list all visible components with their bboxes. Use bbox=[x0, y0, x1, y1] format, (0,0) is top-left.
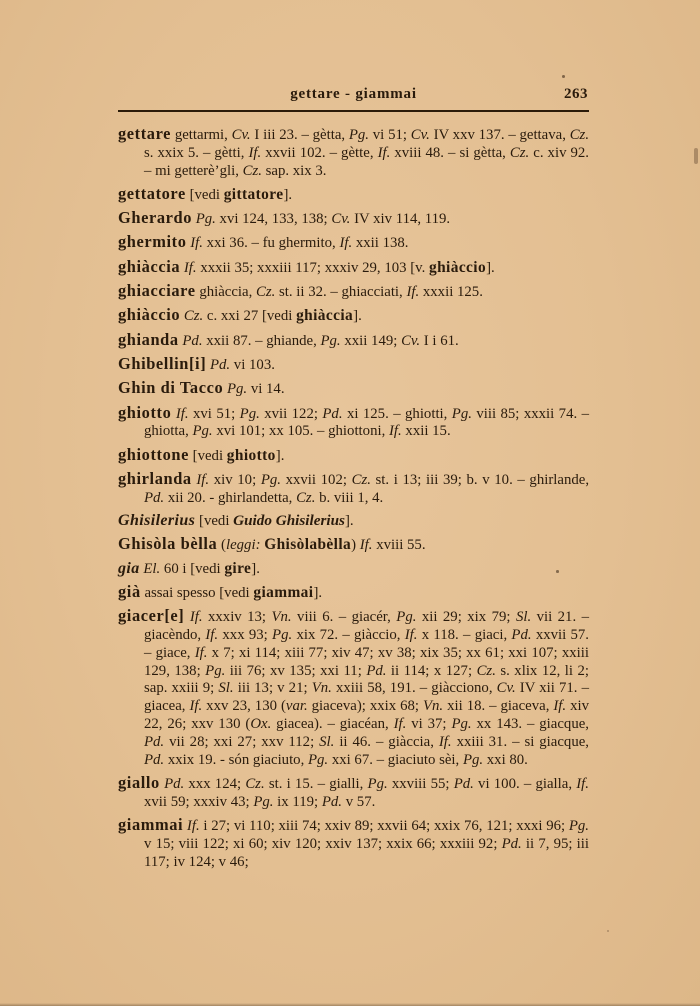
headword: Gherardo bbox=[118, 208, 192, 228]
entry-text: xxxiv 13; bbox=[202, 609, 272, 626]
entry-text: gire bbox=[224, 559, 252, 577]
entry-text: Ghisòlabèlla bbox=[264, 536, 352, 554]
entry-text: xxi 67. – giaciuto sèi, bbox=[328, 751, 463, 768]
headword: gettare bbox=[118, 124, 172, 143]
headword: giammai bbox=[118, 815, 184, 834]
entry-ghiotto bbox=[118, 404, 589, 442]
headword: Ghibellin[i] bbox=[118, 353, 207, 373]
entry-text: st. i 15. – gialli, bbox=[264, 775, 368, 792]
entry-text: giammai bbox=[253, 583, 314, 601]
headword: ghianda bbox=[118, 329, 179, 349]
entry-text: xvii 59; xxxiv 43; bbox=[144, 793, 254, 810]
entry-text: xi 125. – ghiotti, bbox=[342, 405, 452, 422]
entry-text: I iii 23. – gètta, bbox=[250, 127, 349, 143]
entry-text: IV xiv 114, 119. bbox=[350, 211, 451, 228]
entry-text: s. xlix 12, li 2; sap. xxiii 9; bbox=[144, 662, 590, 697]
entry-text: ii 114; x 127; bbox=[386, 662, 477, 679]
entry-text: xxii 87. – ghiande, bbox=[202, 332, 321, 349]
entry-text: st. ii 32. – ghiacciati, bbox=[275, 284, 407, 301]
entry-text: xii 18. – giaceva, bbox=[443, 698, 554, 715]
entry-text: vii 21. – giacèndo, bbox=[144, 609, 589, 644]
entry-gettare bbox=[118, 125, 589, 180]
entry-text: vi 14. bbox=[247, 381, 285, 398]
entry-text: xxiii 58, 191. – giàcciono, bbox=[331, 680, 497, 697]
entry-text: xvi 51; bbox=[188, 405, 240, 422]
entry-text: xxvii 57. – giace, bbox=[144, 627, 590, 661]
entry-text: Pg. bbox=[239, 405, 260, 422]
entry-text: Pd. bbox=[164, 775, 185, 792]
header-rule bbox=[118, 110, 589, 112]
headword: Ghin di Tacco bbox=[118, 378, 224, 398]
entry-text: If. bbox=[190, 235, 203, 252]
entry-text: xviii 48. – si gètta, bbox=[390, 144, 510, 161]
entry-giacer-e bbox=[118, 607, 589, 769]
headword: già bbox=[118, 581, 141, 601]
entry-text: Pd. bbox=[501, 835, 522, 852]
entry-text: ( bbox=[217, 537, 226, 554]
entry-text: ii 7, 95; iii 117; iv 124; v 46; bbox=[144, 835, 590, 870]
entry-text: xxii 149; bbox=[340, 332, 402, 349]
dictionary-entries bbox=[118, 125, 589, 871]
headword: ghermito bbox=[118, 232, 187, 252]
entry-text: vi 100. – gialla, bbox=[473, 775, 577, 792]
entry-text: If. bbox=[404, 627, 418, 644]
entry-gia-grave bbox=[118, 583, 589, 603]
entry-text: vi 37; bbox=[406, 716, 452, 733]
entry-text: xxix 19. - són giaciuto, bbox=[164, 751, 308, 768]
entry-text: I i 61. bbox=[420, 332, 459, 349]
entry-text: s. xxix 5. – gètti, bbox=[144, 144, 249, 161]
headword: gettatore bbox=[118, 183, 186, 203]
entry-text: i 27; vi 110; xiii 74; xxiv 89; xxvii 64; xxix 76, 121; xxxi 96; bbox=[199, 818, 569, 834]
entry-text: b. viii 1, 4. bbox=[315, 489, 384, 506]
entry-text: x 118. – giaci, bbox=[417, 627, 512, 644]
entry-text: Pg. bbox=[260, 471, 281, 488]
headword: ghiacciare bbox=[118, 281, 196, 301]
entry-text: xxx 93; bbox=[218, 627, 273, 644]
entry-text: iii 13; v 21; bbox=[233, 680, 312, 697]
entry-text: Pd. bbox=[453, 775, 474, 792]
scan-speck bbox=[556, 570, 559, 573]
entry-text: ix 119; bbox=[273, 793, 322, 810]
entry-text: Cv. bbox=[401, 332, 421, 349]
entry-text: vii 28; xxi 27; xxv 112; bbox=[164, 733, 320, 750]
entry-text: xxii 138. bbox=[352, 235, 409, 252]
entry-text: Pg. bbox=[272, 627, 293, 644]
entry-ghiaccio bbox=[118, 306, 589, 326]
entry-text: Pd. bbox=[511, 627, 532, 644]
running-title: gettare - giammai bbox=[290, 86, 417, 102]
entry-text: Pg. bbox=[568, 818, 589, 834]
entry-ghin-di-tacco bbox=[118, 379, 589, 399]
entry-text: IV xii 71. – giacea, bbox=[144, 680, 589, 715]
entry-text: Pg. bbox=[320, 332, 341, 349]
entry-text: assai spesso [vedi bbox=[140, 584, 254, 601]
entry-text: xxx 124; bbox=[184, 775, 246, 792]
entry-text: sap. xix 3. bbox=[261, 162, 327, 179]
entry-text: xxviii 55; bbox=[387, 775, 454, 792]
entry-text: Vn. bbox=[423, 698, 444, 715]
entry-text: Pd. bbox=[321, 793, 342, 810]
entry-text: xii 20. - ghirlandetta, bbox=[164, 489, 297, 506]
entry-text: ghiàccio bbox=[429, 258, 487, 276]
entry-text: If. bbox=[196, 471, 210, 488]
entry-text: Pg. bbox=[307, 751, 329, 768]
entry-text: If. bbox=[553, 698, 567, 715]
entry-text: leggi: bbox=[225, 537, 261, 554]
entry-ghisilerius bbox=[118, 512, 589, 531]
entry-text: xxiii 31. – si giacque, bbox=[451, 733, 589, 750]
scan-speck bbox=[562, 75, 565, 78]
headword: Ghisòla bèlla bbox=[118, 534, 218, 554]
entry-text: var. bbox=[285, 698, 308, 715]
entry-text: Pd. bbox=[144, 733, 165, 750]
entry-text: v 15; viii 122; xi 60; xiv 120; xxiv 137; xxix 66; xxxiii 92; bbox=[144, 835, 502, 852]
entry-text: Sl. bbox=[319, 733, 335, 750]
entry-text: If. bbox=[377, 144, 391, 161]
entry-giammai bbox=[118, 816, 589, 871]
entry-ghianda bbox=[118, 331, 589, 351]
entry-text: Pg. bbox=[253, 793, 274, 810]
entry-text: xvii 122; bbox=[259, 405, 323, 422]
entry-text: Cz. bbox=[476, 662, 496, 679]
page-header bbox=[118, 86, 589, 105]
entry-text: Cz. bbox=[245, 775, 265, 792]
entry-text: c. xiv 92. – mi getterè’gli, bbox=[144, 144, 589, 179]
entry-text: Pg. bbox=[451, 716, 472, 733]
entry-text: If. bbox=[438, 733, 452, 750]
entry-text: If. bbox=[406, 284, 420, 301]
entry-text: Cz. bbox=[296, 489, 316, 506]
headword: ghiottone bbox=[118, 444, 189, 464]
entry-text: Cv. bbox=[410, 127, 430, 143]
entry-text: xiv 10; bbox=[209, 471, 261, 488]
entry-text: xix 72. – giàccio, bbox=[292, 627, 405, 644]
entry-text: El. bbox=[143, 560, 161, 577]
entry-text: xxv 23, 130 ( bbox=[202, 698, 286, 715]
entry-text: giaceva); xxix 68; bbox=[307, 698, 423, 715]
page-number: 263 bbox=[564, 86, 588, 102]
entry-ghiottone bbox=[118, 446, 589, 466]
entry-text: xvi 101; xx 105. – ghiottoni, bbox=[212, 423, 389, 440]
entry-giallo bbox=[118, 774, 589, 812]
entry-text: Pg. bbox=[195, 211, 216, 228]
entry-text: Pg. bbox=[451, 405, 472, 422]
entry-text: If. bbox=[183, 259, 197, 276]
entry-text: ]. bbox=[313, 584, 323, 601]
entry-text: ]. bbox=[275, 447, 285, 464]
entry-ghirlanda bbox=[118, 470, 589, 508]
entry-text: ]. bbox=[353, 308, 362, 325]
entry-text: Pd. bbox=[182, 332, 203, 349]
entry-text: ) bbox=[351, 537, 360, 554]
entry-text: Cz. bbox=[242, 162, 262, 179]
entry-text: If. bbox=[189, 609, 203, 626]
entry-text: Pg. bbox=[396, 609, 417, 626]
entry-text: xxii 15. bbox=[401, 423, 451, 440]
text-column bbox=[118, 86, 589, 876]
entry-text: xxxii 125. bbox=[419, 284, 483, 301]
headword: ghiàccio bbox=[118, 305, 181, 325]
entry-text: Vn. bbox=[271, 609, 292, 626]
entry-text: Cz. bbox=[183, 308, 204, 325]
entry-text: xviii 55. bbox=[372, 537, 426, 554]
entry-text: viii 6. – giacér, bbox=[291, 609, 397, 626]
entry-text: Cz. bbox=[256, 284, 276, 301]
entry-text: ghiàccia, bbox=[195, 284, 257, 301]
entry-gherardo bbox=[118, 209, 589, 229]
entry-text: If. bbox=[248, 144, 262, 161]
entry-text: viii 85; xxxii 74. – ghiotta, bbox=[144, 405, 590, 440]
entry-text: Pd. bbox=[322, 405, 343, 422]
entry-text: Pd. bbox=[209, 356, 231, 373]
entry-ghiacciare bbox=[118, 282, 589, 302]
entry-text: If. bbox=[576, 775, 589, 792]
entry-text: Cv. bbox=[496, 680, 516, 697]
entry-text: ]. bbox=[344, 513, 354, 530]
entry-text: Pd. bbox=[144, 751, 165, 768]
entry-text: v 57. bbox=[342, 793, 376, 810]
entry-text: xxvii 102; bbox=[280, 471, 352, 488]
entry-text: x 7; xi 114; xiii 77; xiv 47; xv 38; xix 35; xx 61; xxi 107; xxiii 129, 138; bbox=[144, 644, 589, 679]
entry-text: Cv. bbox=[231, 127, 251, 143]
headword: ghiàccia bbox=[118, 256, 181, 276]
entry-text: c. xxi 27 [vedi bbox=[203, 308, 297, 325]
entry-text: Ox. bbox=[250, 716, 272, 733]
entry-text: ]. bbox=[283, 186, 293, 203]
entry-text: If. bbox=[175, 405, 189, 422]
entry-text: ]. bbox=[251, 560, 260, 577]
entry-text: xiv 22, 26; xxv 130 ( bbox=[144, 698, 589, 733]
entry-text: Pd. bbox=[366, 662, 387, 679]
entry-text: xxvii 102. – gètte, bbox=[261, 144, 378, 161]
entry-text: [vedi bbox=[188, 447, 227, 464]
entry-text: iii 76; xv 135; xxi 11; bbox=[225, 662, 367, 679]
entry-text: Sl. bbox=[515, 609, 532, 626]
entry-text: ghiotto bbox=[226, 446, 276, 464]
entry-text: Pg. bbox=[192, 423, 213, 440]
entry-text: vi 51; bbox=[369, 127, 411, 143]
entry-text: 60 i [vedi bbox=[160, 560, 225, 577]
entry-text: If. bbox=[205, 627, 219, 644]
entry-text: vi 103. bbox=[230, 356, 275, 373]
entry-text: Pg. bbox=[226, 381, 248, 398]
entry-text: Pg. bbox=[348, 127, 370, 143]
entry-text: If. bbox=[194, 644, 208, 661]
entry-text: If. bbox=[186, 818, 200, 834]
entry-text: Guido Ghisilerius bbox=[233, 512, 345, 530]
headword: ghiotto bbox=[118, 402, 172, 422]
entry-text: Cz. bbox=[509, 144, 530, 161]
entry-text: [vedi bbox=[195, 513, 234, 530]
entry-gia-italic bbox=[118, 560, 589, 579]
entry-text: [vedi bbox=[185, 186, 224, 203]
entry-text: ghiàccia bbox=[296, 307, 354, 325]
entry-text: Vn. bbox=[311, 680, 332, 697]
entry-text: If. bbox=[359, 537, 373, 554]
scan-speck bbox=[607, 930, 609, 932]
entry-text: xxi 80. bbox=[483, 751, 528, 768]
entry-text: Pg. bbox=[205, 662, 226, 679]
entry-text: xx 143. – giacque, bbox=[471, 716, 589, 733]
entry-text: Cz. bbox=[569, 127, 590, 143]
entry-text: gittatore bbox=[223, 185, 284, 203]
entry-text: If. bbox=[388, 423, 402, 440]
entry-text: ii 46. – giàccia, bbox=[334, 733, 439, 750]
entry-text: Pd. bbox=[144, 489, 165, 506]
entry-ghisola-bella bbox=[118, 535, 589, 555]
entry-ghiaccia bbox=[118, 258, 589, 278]
entry-text: xvi 124, 133, 138; bbox=[215, 211, 332, 228]
entry-text: ]. bbox=[486, 259, 495, 276]
entry-text: giacea). – giacéan, bbox=[271, 716, 394, 733]
entry-text: If. bbox=[189, 698, 203, 715]
entry-text: xxxii 35; xxxiii 117; xxxiv 29, 103 [v. bbox=[196, 259, 429, 276]
entry-text: st. i 13; iii 39; b. v 10. – ghirlande, bbox=[370, 471, 590, 488]
headword: giallo bbox=[118, 772, 160, 792]
entry-text: gettarmi, bbox=[171, 127, 232, 143]
entry-text: Pg. bbox=[367, 775, 388, 792]
headword: giacer[e] bbox=[118, 606, 185, 626]
entry-text: If. bbox=[393, 716, 407, 733]
scan-edge-mark bbox=[694, 148, 698, 164]
headword: ghirlanda bbox=[118, 468, 192, 488]
headword: gia bbox=[118, 559, 140, 577]
entry-text: IV xxv 137. – gettava, bbox=[429, 127, 570, 143]
headword: Ghisilerius bbox=[118, 512, 196, 530]
entry-text: Sl. bbox=[218, 680, 234, 697]
entry-text: Cz. bbox=[351, 471, 371, 488]
entry-text: If. bbox=[339, 235, 353, 252]
entry-text: xxi 36. – fu ghermito, bbox=[202, 235, 340, 252]
entry-ghermito bbox=[118, 233, 589, 253]
entry-ghibellin-i bbox=[118, 355, 589, 375]
entry-text: Cv. bbox=[331, 211, 351, 228]
entry-text: Pg. bbox=[462, 751, 484, 768]
entry-gettatore bbox=[118, 185, 589, 205]
entry-text: xii 29; xix 79; bbox=[416, 609, 516, 626]
